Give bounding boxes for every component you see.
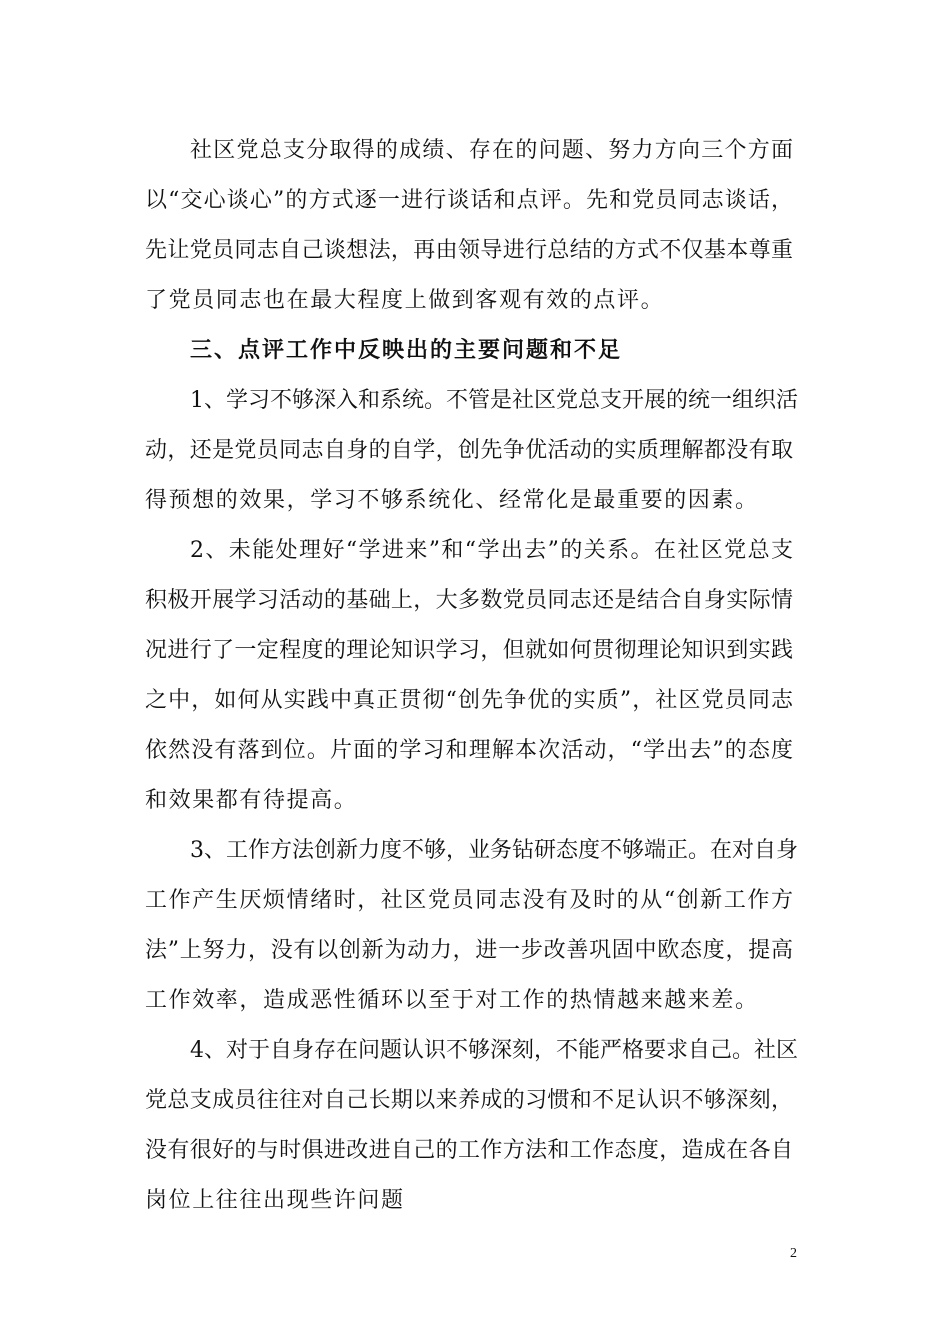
paragraph-line: 2、未能处理好“学进来”和“学出去”的关系。在社区党总支 [190,538,793,563]
section-heading: 三、点评工作中反映出的主要问题和不足 [190,338,623,363]
paragraph-line: 动，还是党员同志自身的自学，创先争优活动的实质理解都没有取 [145,438,793,463]
paragraph-line: 4、对于自身存在问题认识不够深刻，不能严格要求自己。社区 [190,1038,798,1063]
paragraph-line: 1、学习不够深入和系统。不管是社区党总支开展的统一组织活 [190,388,798,413]
paragraph-line: 工作产生厌烦情绪时，社区党员同志没有及时的从“创新工作方 [145,888,793,913]
paragraph-line: 依然没有落到位。片面的学习和理解本次活动，“学出去”的态度 [145,738,793,763]
paragraph-line: 党总支成员往往对自己长期以来养成的习惯和不足认识不够深刻， [145,1088,793,1113]
page-number: 2 [790,1246,797,1261]
paragraph-line: 和效果都有待提高。 [145,788,358,813]
paragraph-line: 况进行了一定程度的理论知识学习，但就如何贯彻理论知识到实践 [145,638,793,663]
paragraph-line: 之中，如何从实践中真正贯彻“创先争优的实质”，社区党员同志 [145,688,793,713]
paragraph-line: 岗位上往往出现些许问题 [145,1188,405,1213]
paragraph-line: 了党员同志也在最大程度上做到客观有效的点评。 [145,288,665,313]
paragraph-line: 没有很好的与时俱进改进自己的工作方法和工作态度，造成在各自 [145,1138,793,1163]
paragraph-line: 工作效率，造成恶性循环以至于对工作的热情越来越来差。 [145,988,759,1013]
paragraph-line: 先让党员同志自己谈想法，再由领导进行总结的方式不仅基本尊重 [145,238,793,263]
paragraph-line: 法”上努力，没有以创新为动力，进一步改善巩固中欧态度，提高 [145,938,793,963]
paragraph-line: 得预想的效果，学习不够系统化、经常化是最重要的因素。 [145,488,759,513]
paragraph-line: 积极开展学习活动的基础上，大多数党员同志还是结合自身实际情 [145,588,793,613]
paragraph-line: 社区党总支分取得的成绩、存在的问题、努力方向三个方面 [190,138,793,163]
paragraph-line: 3、工作方法创新力度不够，业务钻研态度不够端正。在对自身 [190,838,798,863]
paragraph-line: 以“交心谈心”的方式逐一进行谈话和点评。先和党员同志谈话， [145,188,793,213]
